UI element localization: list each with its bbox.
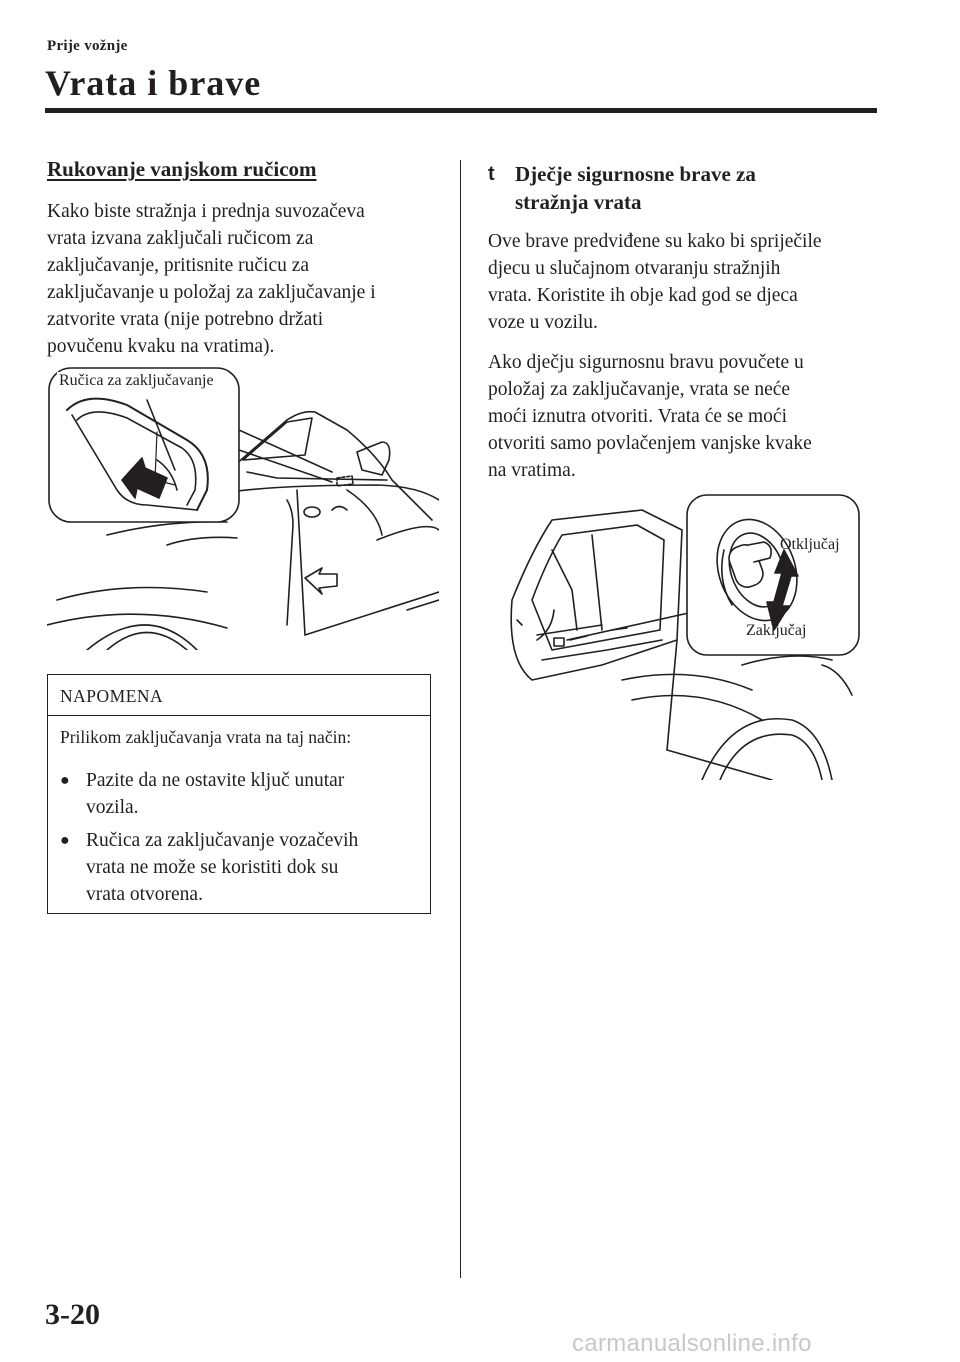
right-paragraph-2 xyxy=(488,349,883,484)
child-lock-illustration xyxy=(492,490,872,780)
right-paragraph-1 xyxy=(488,228,883,336)
body-line: zaključavanje, pritisnite ručicu za xyxy=(47,255,310,276)
body-line: na vratima. xyxy=(488,460,576,481)
bullet-icon: ● xyxy=(60,772,70,789)
watermark: carmanualsonline.info xyxy=(572,1330,812,1357)
body-line: Ako dječju sigurnosnu bravu povučete u xyxy=(488,352,804,373)
body-line: Ove brave predviđene su kako bi spriječile xyxy=(488,231,822,252)
title-rule xyxy=(45,108,877,113)
body-line: moći iznutra otvoriti. Vrata će se moći xyxy=(488,406,787,427)
unlock-label: Otključaj xyxy=(780,536,840,553)
body-line: vrata izvana zaključali ručicom za xyxy=(47,228,314,249)
lock-label: Zaključaj xyxy=(746,622,807,639)
left-subheading: Rukovanje vanjskom ručicom xyxy=(47,157,317,181)
bullet-line: Ručica za zaključavanje vozačevih xyxy=(86,830,359,851)
door-lock-lever-illustration xyxy=(47,360,439,650)
car-door-drawing xyxy=(47,360,439,650)
section-marker-icon: t xyxy=(488,163,495,185)
page-title: Vrata i brave xyxy=(45,63,262,103)
bullet-line: vozila. xyxy=(86,797,139,818)
body-line: položaj za zaključavanje, vrata se neće xyxy=(488,379,791,400)
bullet-line: Pazite da ne ostavite ključ unutar xyxy=(86,770,345,791)
rear-door-drawing xyxy=(492,490,872,780)
body-line: voze u vozilu. xyxy=(488,312,598,333)
note-intro: Prilikom zaključavanja vrata na taj način: xyxy=(60,727,352,747)
body-line: zaključavanje u položaj za zaključavanje i xyxy=(47,282,376,303)
note-box xyxy=(47,674,431,914)
bullet-line: vrata otvorena. xyxy=(86,884,203,905)
body-line: otvoriti samo povlačenjem vanjske kvake xyxy=(488,433,812,454)
bullet-line: vrata ne može se koristiti dok su xyxy=(86,857,339,878)
left-body xyxy=(47,198,442,360)
body-line: zatvorite vrata (nije potrebno držati xyxy=(47,309,324,330)
body-line: djecu u slučajnom otvaranju stražnjih xyxy=(488,258,781,279)
note-heading: NAPOMENA xyxy=(48,675,430,716)
section-name: Prije vožnje xyxy=(47,38,128,54)
heading-line: Dječje sigurnosne brave za xyxy=(515,162,756,186)
body-line: vrata. Koristite ih obje kad god se djeca xyxy=(488,285,798,306)
page-number: 3-20 xyxy=(45,1298,100,1331)
body-line: Kako biste stražnja i prednja suvozačeva xyxy=(47,201,365,222)
heading-line: stražnja vrata xyxy=(515,190,642,214)
body-line: povučenu kvaku na vratima). xyxy=(47,336,275,357)
column-divider xyxy=(460,160,461,1278)
bullet-icon: ● xyxy=(60,832,70,849)
lock-lever-label: Ručica za zaključavanje xyxy=(59,372,214,389)
